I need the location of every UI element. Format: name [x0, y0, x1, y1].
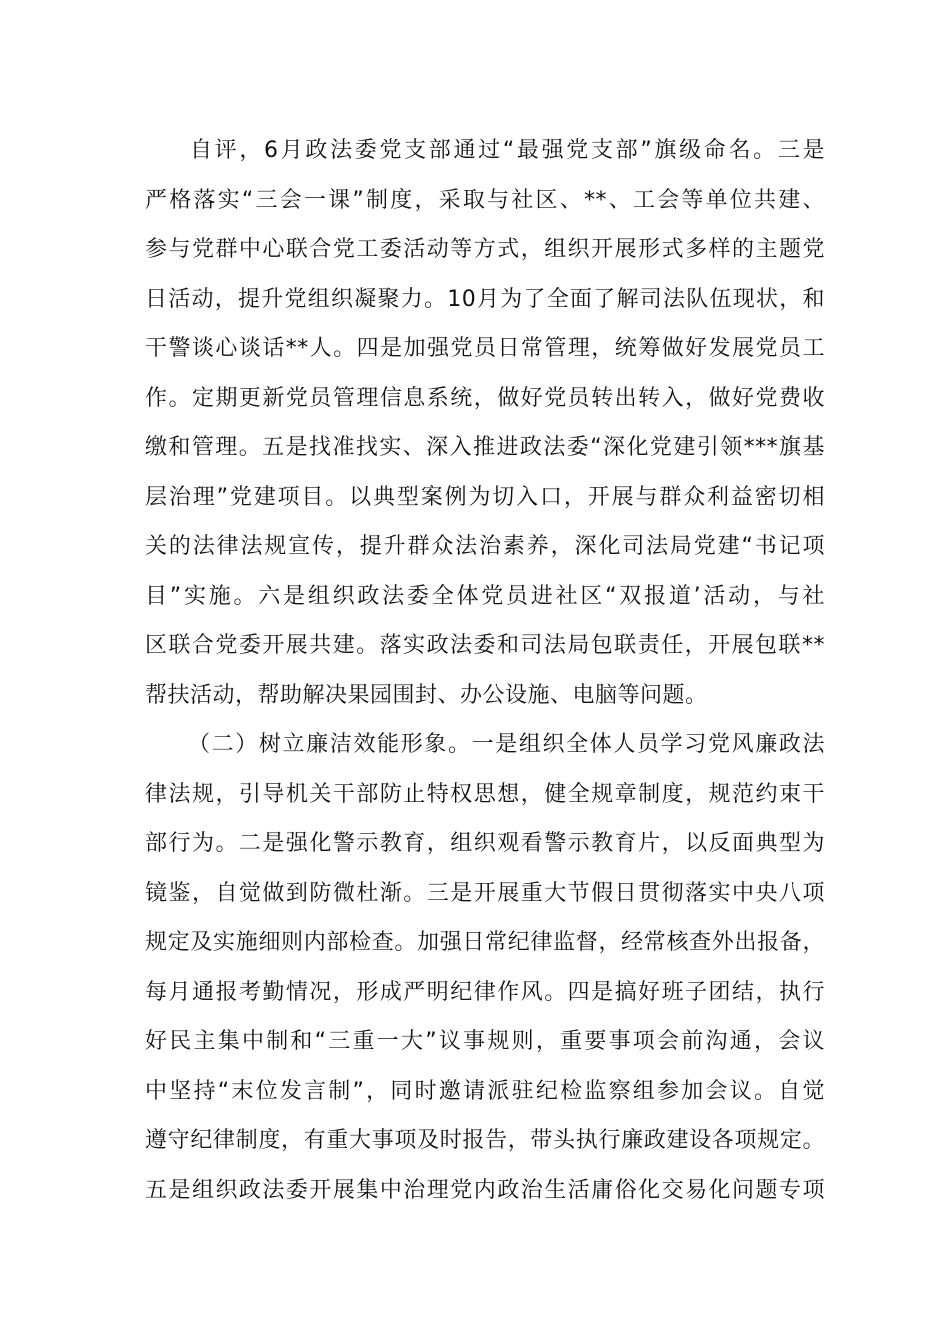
- text-line: 参与党群中心联合党工委活动等方式，组织开展形式多样的主题党: [145, 237, 825, 262]
- text-line: 层治理”党建项目。以典型案例为切入口，开展与群众利益密切相: [145, 484, 825, 510]
- text-line: 部行为。二是强化警示教育，组织观看警示教育片，以反面典型为: [145, 831, 825, 856]
- text-line: 缴和管理。五是找准找实、深入推进政法委“深化党建引领***旗基: [145, 435, 825, 460]
- body-text: [145, 126, 825, 1215]
- text-line: 遵守纪律制度，有重大事项及时报告，带头执行廉政建设各项规定。: [145, 1128, 825, 1153]
- text-line: 关的法律法规宣传，提升群众法治素养，深化司法局党建“书记项: [145, 534, 825, 559]
- text-line: 规定及实施细则内部检查。加强日常纪律监督，经常核查外出报备，: [145, 930, 825, 955]
- text-line: 五是组织政法委开展集中治理党内政治生活庸俗化交易化问题专项: [145, 1177, 825, 1203]
- text-line: 日活动，提升党组织凝聚力。10月为了全面了解司法队伍现状，和: [145, 286, 825, 312]
- text-line: 区联合党委开展共建。落实政法委和司法局包联责任，开展包联**: [145, 633, 825, 658]
- text-line: 干警谈心谈话**人。四是加强党员日常管理，统筹做好发展党员工: [145, 336, 825, 361]
- text-line: 自评，6月政法委党支部通过“最强党支部”旗级命名。三是: [190, 138, 825, 163]
- section-heading-line: （二）树立廉洁效能形象。一是组织全体人员学习党风廉政法: [188, 732, 825, 757]
- text-line: 作。定期更新党员管理信息系统，做好党员转出转入，做好党费收: [145, 385, 825, 411]
- text-line: 严格落实“三会一课”制度，采取与社区、**、工会等单位共建、: [145, 187, 826, 213]
- text-line: 镜鉴，自觉做到防微杜渐。三是开展重大节假日贯彻落实中央八项: [145, 880, 825, 906]
- text-line: 律法规，引导机关干部防止特权思想，健全规章制度，规范约束干: [145, 781, 825, 807]
- text-line: 目”实施。六是组织政法委全体党员进社区“双报道’活动，与社: [145, 583, 825, 609]
- text-line: 好民主集中制和“三重一大”议事规则，重要事项会前沟通，会议: [145, 1029, 825, 1054]
- text-line: 中坚持“末位发言制”，同时邀请派驻纪检监察组参加会议。自觉: [145, 1078, 825, 1104]
- text-line: 帮扶活动，帮助解决果园围封、办公设施、电脑等问题。: [145, 682, 708, 708]
- text-line: 每月通报考勤情况，形成严明纪律作风。四是搞好班子团结，执行: [145, 979, 825, 1005]
